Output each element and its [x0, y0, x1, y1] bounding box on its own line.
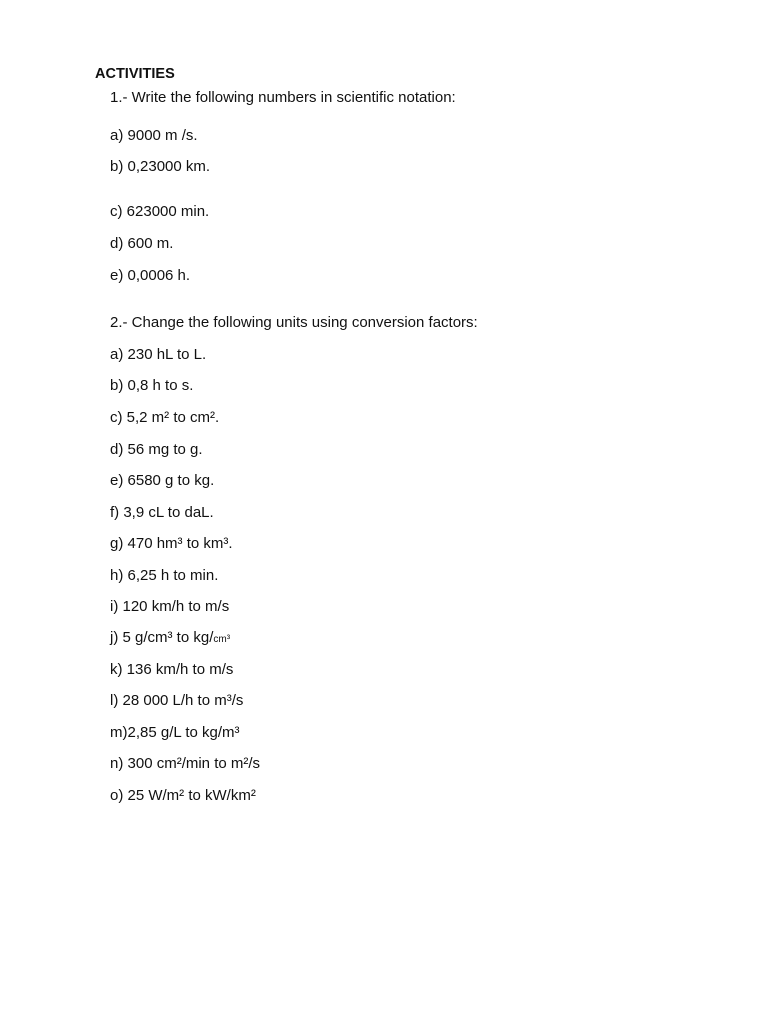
section-1-item-c: c) 623000 min.	[110, 203, 210, 220]
section-2-item-n: n) 300 cm²/min to m²/s	[110, 755, 261, 772]
section-1-title: 1.- Write the following numbers in scientific notation:	[110, 89, 456, 106]
section-2-item-j-suffix: cm³	[213, 634, 231, 645]
section-1-item-b: b) 0,23000 km.	[110, 158, 211, 175]
section-2-item-b: b) 0,8 h to s.	[110, 377, 194, 394]
section-2-item-c: c) 5,2 m² to cm².	[110, 409, 220, 426]
section-2-item-e: e) 6580 g to kg.	[110, 472, 215, 489]
section-1-item-d: d) 600 m.	[110, 235, 174, 252]
section-2-item-a: a) 230 hL to L.	[110, 346, 207, 363]
section-2-item-m: m)2,85 g/L to kg/m³	[110, 724, 240, 741]
section-2-item-j	[110, 629, 230, 649]
section-2-title: 2.- Change the following units using conversion factors:	[110, 314, 478, 331]
page-heading: ACTIVITIES	[95, 66, 175, 82]
section-2-item-i: i) 120 km/h to m/s	[110, 598, 230, 615]
section-2-item-d: d) 56 mg to g.	[110, 441, 203, 458]
section-1-item-e: e) 0,0006 h.	[110, 267, 191, 284]
section-1-item-a: a) 9000 m /s.	[110, 127, 198, 144]
section-2-item-g: g) 470 hm³ to km³.	[110, 535, 233, 552]
section-2-item-k: k) 136 km/h to m/s	[110, 661, 234, 678]
section-2-item-l: l) 28 000 L/h to m³/s	[110, 692, 244, 709]
section-2-item-h: h) 6,25 h to min.	[110, 567, 219, 584]
section-2-item-f: f) 3,9 cL to daL.	[110, 504, 214, 521]
section-2-item-o: o) 25 W/m² to kW/km²	[110, 787, 256, 804]
section-2-item-j-text: j) 5 g/cm³ to kg/	[110, 629, 214, 646]
